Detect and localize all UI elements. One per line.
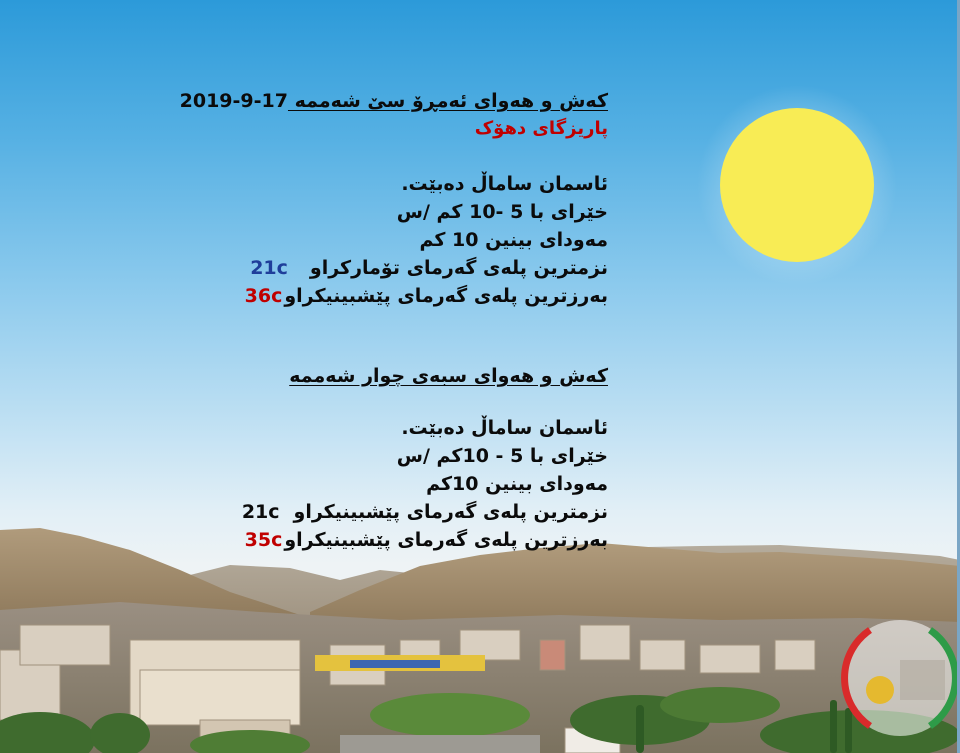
today-min-label: نزمترین پلەی گەرمای تۆمارکراو <box>309 257 608 279</box>
tomorrow-max-value: 35c <box>244 529 283 551</box>
tomorrow-details <box>242 414 608 554</box>
today-max-line <box>245 282 608 310</box>
today-min-value: 21c <box>250 257 288 279</box>
today-max-label: بەرزترین پلەی گەرمای پێشبینیکراو <box>284 285 608 307</box>
tomorrow-min-label: نزمترین پلەی گەرمای پێشبینیکراو <box>293 501 608 523</box>
tomorrow-forecast <box>289 362 608 390</box>
tomorrow-wind: خێرای با 5 - 10کم /س <box>396 445 608 467</box>
tomorrow-min-line <box>242 498 608 526</box>
today-forecast <box>180 87 608 143</box>
today-details <box>245 170 608 310</box>
stadium-stripe <box>350 660 440 668</box>
today-location: پاریزگای دهۆک <box>474 118 608 139</box>
sun-icon <box>697 85 897 285</box>
tomorrow-max-label: بەرزترین پلەی گەرمای پێشبینیکراو <box>284 529 608 551</box>
today-date: 2019-9-17 <box>179 90 288 112</box>
today-visibility: مەودای بینین 10 کم <box>419 229 608 251</box>
today-sky: ئاسمان ساماڵ دەبێت. <box>401 173 608 195</box>
street <box>340 735 540 753</box>
tomorrow-min-value: 21c <box>241 501 280 523</box>
tomorrow-visibility: مەودای بینین 10کم <box>426 473 608 495</box>
logo-emblem-icon <box>842 620 958 736</box>
tomorrow-sky: ئاسمان ساماڵ دەبێت. <box>401 417 608 439</box>
today-title: كەش و هەوای ئەمڕۆ سێ شەممە <box>287 90 608 112</box>
today-wind: خێرای با 5 -10 کم /س <box>396 201 608 223</box>
tomorrow-title: كەش و هەوای سبەی چوار شەممە <box>289 365 608 387</box>
tomorrow-max-line <box>242 526 608 554</box>
today-title-line <box>180 87 608 115</box>
today-min-line <box>245 254 608 282</box>
today-max-value: 36c <box>244 285 283 307</box>
